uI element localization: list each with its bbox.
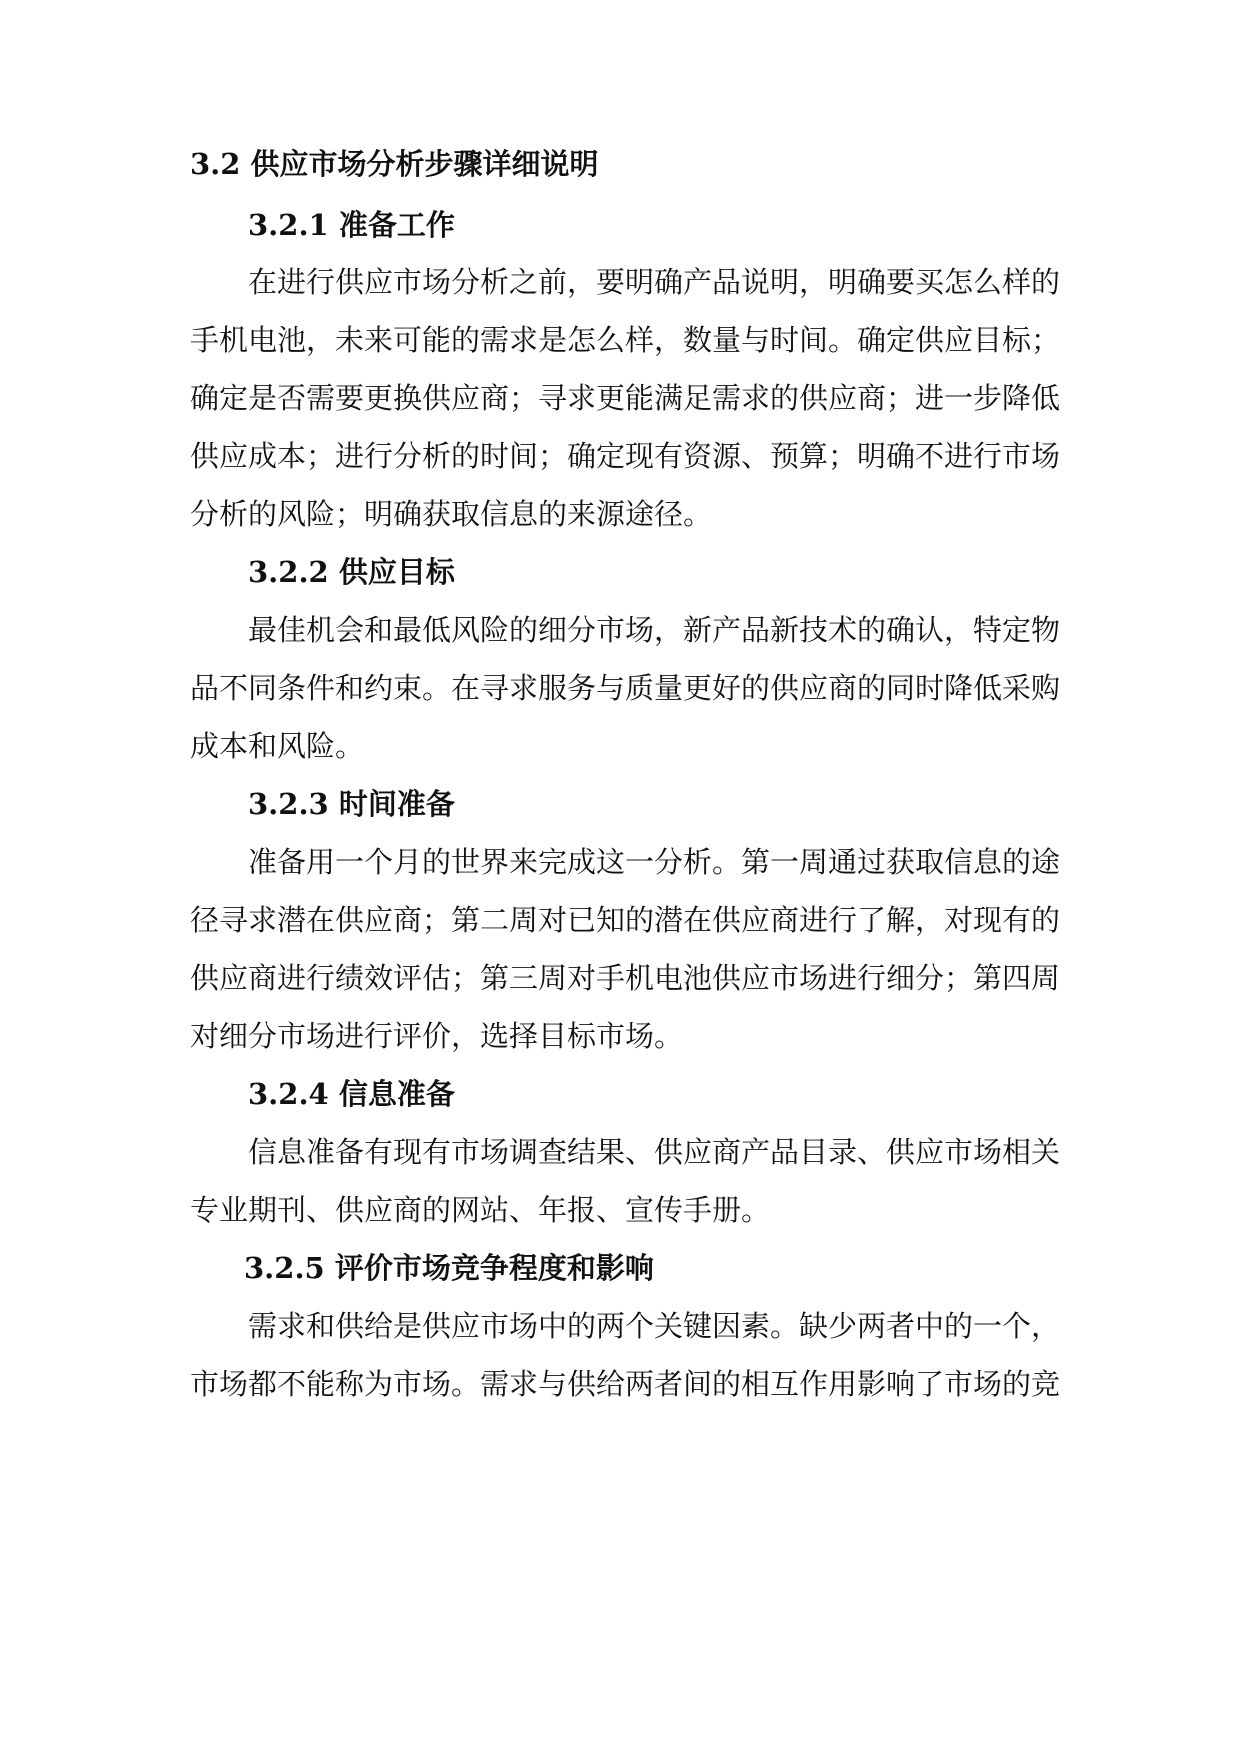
subsection-heading-5: 3.2.5 评价市场竞争程度和影响 [244, 1251, 654, 1285]
subsection-heading-1: 3.2.1 准备工作 [248, 208, 455, 242]
subsection-heading-4: 3.2.4 信息准备 [248, 1077, 455, 1111]
paragraph-line: 需求和供给是供应市场中的两个关键因素。缺少两者中的一个， [248, 1309, 1061, 1343]
paragraph-line: 准备用一个月的世界来完成这一分析。第一周通过获取信息的途 [248, 845, 1061, 879]
paragraph-line: 确定是否需要更换供应商；寻求更能满足需求的供应商；进一步降低 [190, 381, 1061, 415]
paragraph-line: 信息准备有现有市场调查结果、供应商产品目录、供应市场相关 [248, 1135, 1061, 1169]
paragraph-line: 成本和风险。 [190, 729, 365, 763]
paragraph-line: 供应商进行绩效评估；第三周对手机电池供应市场进行细分；第四周 [190, 961, 1061, 995]
paragraph-line: 供应成本；进行分析的时间；确定现有资源、预算；明确不进行市场 [190, 439, 1061, 473]
paragraph-line: 径寻求潜在供应商；第二周对已知的潜在供应商进行了解，对现有的 [190, 903, 1061, 937]
paragraph-line: 对细分市场进行评价，选择目标市场。 [190, 1019, 684, 1053]
paragraph-line: 最佳机会和最低风险的细分市场，新产品新技术的确认，特定物 [248, 613, 1061, 647]
paragraph-line: 市场都不能称为市场。需求与供给两者间的相互作用影响了市场的竞 [190, 1367, 1061, 1401]
paragraph-line: 在进行供应市场分析之前，要明确产品说明，明确要买怎么样的 [248, 265, 1061, 299]
paragraph-line: 品不同条件和约束。在寻求服务与质量更好的供应商的同时降低采购 [190, 671, 1061, 705]
subsection-heading-2: 3.2.2 供应目标 [248, 555, 455, 589]
paragraph-line: 分析的风险；明确获取信息的来源途径。 [190, 497, 713, 531]
section-title: 3.2 供应市场分析步骤详细说明 [190, 147, 599, 181]
paragraph-line: 手机电池，未来可能的需求是怎么样，数量与时间。确定供应目标； [190, 323, 1061, 357]
paragraph-line: 专业期刊、供应商的网站、年报、宣传手册。 [190, 1193, 771, 1227]
subsection-heading-3: 3.2.3 时间准备 [248, 787, 455, 821]
